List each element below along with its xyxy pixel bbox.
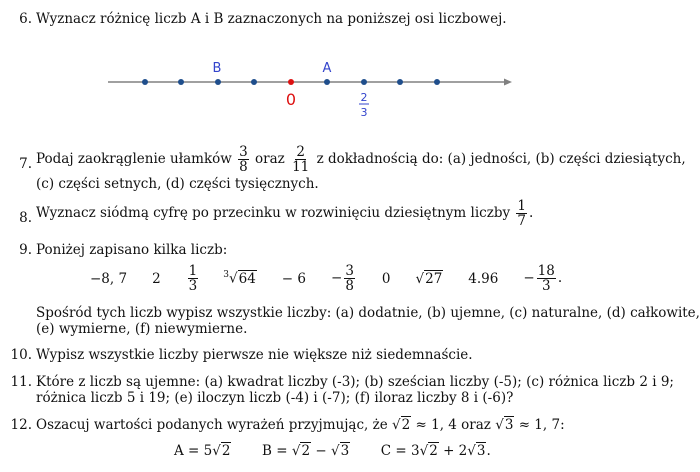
- problem-10-number: 10.: [10, 347, 32, 363]
- number-item: $^3$√64: [223, 270, 256, 287]
- axis-point: [361, 79, 367, 85]
- expression-c: C = 3√2 + 2√3.: [380, 443, 491, 459]
- axis-point-zero: [288, 79, 294, 85]
- label-two: 2: [360, 91, 368, 104]
- number-item: √27: [415, 270, 443, 287]
- label-a: A: [322, 61, 332, 76]
- expressions: [174, 443, 491, 459]
- number-item: − $\frac{18}{3}$ .: [523, 263, 563, 295]
- axis-point: [397, 79, 403, 85]
- number-line: [0, 50, 608, 130]
- problem-11-line-1: Które z liczb są ujemne: (a) kwadrat liczby (-3); (b) sześcian liczby (-5); (c) różnica liczb 2 i 9;: [36, 374, 674, 390]
- problem-9-text: Poniżej zapisano kilka liczb:: [36, 242, 228, 258]
- problem-11-number: 11.: [10, 374, 32, 390]
- expression-b: B = √2 − √3: [262, 443, 350, 459]
- number-item: − 6: [281, 270, 306, 287]
- number-item: 2: [152, 270, 161, 287]
- problem-6-text: Wyznacz różnicę liczb A i B zaznaczonych na poniższej osi liczbowej.: [36, 11, 507, 27]
- problem-8-text: Wyznacz siódmą cyfrę po przecinku w rozwinięciu dziesiętnym liczby $\frac{1}{7}$ .: [36, 198, 534, 230]
- number-item: −8, 7: [90, 270, 128, 287]
- axis-point: [434, 79, 440, 85]
- problem-7-line-2: (c) części setnych, (d) części tysięcznych.: [36, 176, 319, 192]
- problem-10-text: Wypisz wszystkie liczby pierwsze nie większe niż siedemnaście.: [36, 347, 473, 363]
- number-list: [90, 264, 562, 293]
- problem-11-line-2: różnica liczb 5 i 19; (e) iloczyn liczb (-4) i (-7); (f) iloraz liczby 8 i (-6)?: [36, 390, 514, 406]
- problem-12-text: Oszacuj wartości podanych wyrażeń przyjmując, że √2 ≈ 1, 4 oraz √3 ≈ 1, 7:: [36, 417, 565, 433]
- fraction-3-8: $\frac{3}{8}$: [239, 144, 248, 176]
- axis-arrow-icon: [504, 79, 512, 86]
- problem-7-line-1: Podaj zaokrąglenie ułamków $\frac{3}{8}$ oraz $\frac{2}{11}$ z dokładnością do: (a) jedności, (b) części dziesiątych,: [36, 144, 686, 176]
- problem-9-follow-1: Spośród tych liczb wypisz wszystkie liczby: (a) dodatnie, (b) ujemne, (c) naturalne, (d) całkowite,: [36, 305, 700, 321]
- problem-9-number: 9.: [19, 242, 32, 258]
- number-item: − $\frac{3}{8}$: [331, 263, 354, 295]
- problem-12-number: 12.: [10, 417, 32, 433]
- number-item: $\frac{1}{3}$: [188, 263, 198, 295]
- axis-point: [251, 79, 257, 85]
- number-item: 0: [381, 270, 391, 287]
- label-three: 3: [360, 106, 368, 119]
- expression-a: A = 5√2: [174, 443, 231, 459]
- number-item: 4.96: [468, 270, 499, 287]
- problem-6-number: 6.: [19, 11, 32, 27]
- problem-9-follow-2: (e) wymierne, (f) niewymierne.: [36, 321, 248, 337]
- axis-point: [178, 79, 184, 85]
- fraction-2-11: $\frac{2}{11}$: [292, 144, 310, 176]
- problem-7-number: 7.: [19, 156, 32, 172]
- problem-8-number: 8.: [19, 210, 32, 226]
- fraction-1-7: $\frac{1}{7}$: [517, 198, 526, 230]
- label-b: B: [212, 61, 222, 76]
- axis-point-b: [215, 79, 221, 85]
- axis-point: [142, 79, 148, 85]
- axis-point-a: [324, 79, 330, 85]
- label-zero: 0: [285, 90, 297, 109]
